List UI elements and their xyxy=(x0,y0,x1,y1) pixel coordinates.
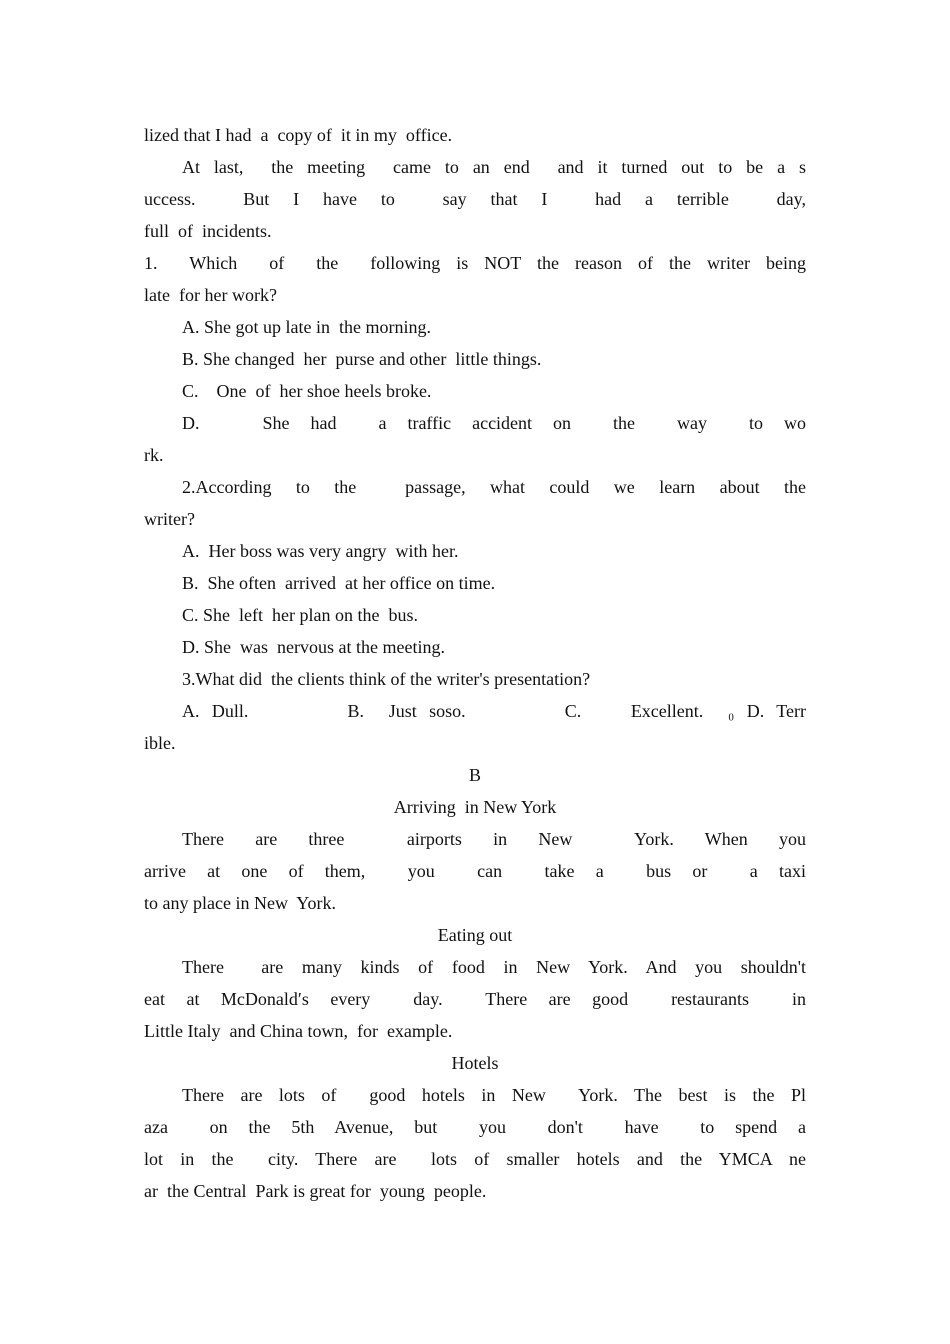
question-2-option-b: B. She often arrived at her office on time. xyxy=(182,573,496,593)
question-1-option-d: D. She had a traffic accident on the way to wo xyxy=(182,413,806,433)
question-2-option-d: D. She was nervous at the meeting. xyxy=(182,637,445,657)
section-letter: B xyxy=(468,765,481,785)
question-3-options-continued: ible. xyxy=(144,733,176,753)
passage-b-line: eat at McDonald′s every day. There are good restaurants in xyxy=(144,989,806,1009)
passage-a-line: full of incidents. xyxy=(144,221,272,241)
question-1-option-b: B. She changed her purse and other little things. xyxy=(182,349,542,369)
passage-b-line: arrive at one of them, you can take a bus or a taxi xyxy=(144,861,806,881)
question-3-options: A. Dull. B. Just soso. C. Excellent. ₀ D. Terr xyxy=(182,701,806,721)
question-2-option-a: A. Her boss was very angry with her. xyxy=(182,541,459,561)
passage-b-line: Little Italy and China town, for example. xyxy=(144,1021,453,1041)
document-body xyxy=(144,119,806,1207)
heading-hotels: Hotels xyxy=(451,1053,499,1073)
heading-eating-out: Eating out xyxy=(437,925,513,945)
question-2-stem: 2.According to the passage, what could we learn about the xyxy=(182,477,806,497)
passage-b-line: aza on the 5th Avenue, but you don't have to spend a xyxy=(144,1117,806,1137)
passage-a-line: At last, the meeting came to an end and it turned out to be a s xyxy=(182,157,806,177)
question-1-stem: late for her work? xyxy=(144,285,277,305)
passage-b-line: lot in the city. There are lots of smaller hotels and the YMCA ne xyxy=(144,1149,806,1169)
passage-b-title: Arriving in New York xyxy=(393,797,557,817)
question-2-stem: writer? xyxy=(144,509,195,529)
passage-a-line: lized that I had a copy of it in my office. xyxy=(144,125,453,145)
question-1-stem: 1. Which of the following is NOT the reason of the writer being xyxy=(144,253,806,273)
question-2-option-c: C. She left her plan on the bus. xyxy=(182,605,418,625)
question-1-option-c: C. One of her shoe heels broke. xyxy=(182,381,432,401)
question-1-option-a: A. She got up late in the morning. xyxy=(182,317,431,337)
question-3-stem: 3.What did the clients think of the writer's presentation? xyxy=(182,669,591,689)
passage-b-line: ar the Central Park is great for young people. xyxy=(144,1181,487,1201)
question-1-option-d-continued: rk. xyxy=(144,445,164,465)
passage-b-line: to any place in New York. xyxy=(144,893,336,913)
passage-b-line: There are many kinds of food in New York. And you shouldn't xyxy=(182,957,806,977)
passage-a-line: uccess. But I have to say that I had a terrible day, xyxy=(144,189,806,209)
passage-b-line: There are three airports in New York. When you xyxy=(182,829,806,849)
passage-b-line: There are lots of good hotels in New York. The best is the Pl xyxy=(182,1085,806,1105)
